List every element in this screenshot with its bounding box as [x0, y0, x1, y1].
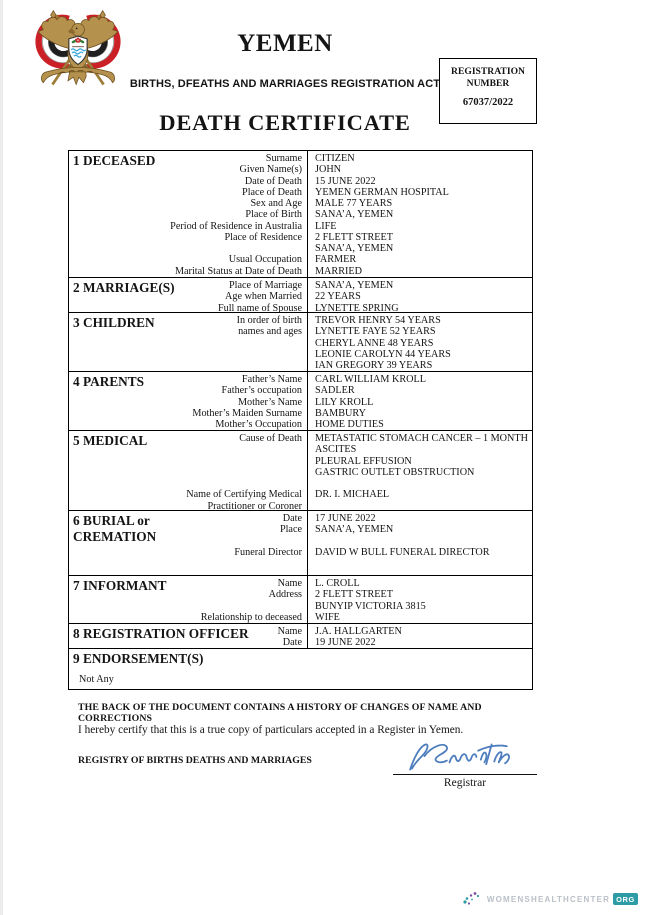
field-value: ASCITES [315, 444, 357, 456]
field-label: Father’s Name [241, 374, 302, 385]
field-value: DAVID W BULL FUNERAL DIRECTOR [315, 546, 490, 558]
field-value: HOME DUTIES [315, 419, 384, 430]
registrar-signature-icon [403, 740, 531, 774]
registration-number-value: 67037/2022 [462, 97, 514, 108]
field-value [315, 536, 532, 547]
field-label: Mother’s Maiden Surname [192, 407, 302, 419]
page-edge [0, 0, 3, 915]
act-title: BIRTHS, DFEATHS AND MARRIAGES REGISTRATION ACT [129, 78, 441, 90]
field-label: Given Name(s) [239, 164, 302, 176]
field-value: DR. I. MICHAEL [315, 489, 390, 501]
field-value: LYNETTE SPRING [315, 302, 399, 313]
section-8 [69, 624, 532, 649]
registration-number-box [439, 58, 537, 124]
field-value: SANA’A, YEMEN [315, 243, 394, 254]
section-2 [69, 278, 532, 313]
registry-title: REGISTRY OF BIRTHS DEATHS AND MARRIAGES [78, 755, 312, 766]
section-title: 2 MARRIAGE(S) [73, 280, 175, 295]
field-label: Funeral Director [234, 546, 302, 558]
section-note: Not Any [79, 673, 114, 685]
field-labels [73, 153, 302, 277]
field-value [315, 478, 532, 489]
section-6 [69, 511, 532, 576]
field-label [73, 467, 302, 478]
field-value: BUNYIP VICTORIA 3815 [315, 600, 426, 612]
field-value: 17 JUNE 2022 [315, 513, 376, 524]
watermark-tld-badge: ORG [613, 893, 638, 905]
section-value-cell [308, 278, 532, 313]
field-label: names and ages [238, 326, 302, 338]
field-value: BAMBURY [315, 407, 366, 419]
watermark-dots-icon [462, 891, 484, 907]
country-title: YEMEN [237, 30, 333, 57]
field-value: CARL WILLIAM KROLL [315, 374, 426, 385]
field-label: Marital Status at Date of Death [174, 265, 302, 277]
field-value: J.A. HALLGARTEN [315, 626, 402, 637]
field-value: LEONIE CAROLYN 44 YEARS [315, 348, 451, 360]
section-title: 6 BURIAL or CREMATION [73, 513, 157, 544]
watermark-site-name: WOMENSHEALTHCENTER [486, 894, 611, 904]
field-value: GASTRIC OUTLET OBSTRUCTION [315, 466, 475, 478]
certification-statement: I hereby certify that this is a true copy of particulars accepted in a Register in Yemen. [78, 724, 464, 736]
field-value: MARRIED [315, 265, 362, 277]
field-label: Place of Death [242, 186, 302, 198]
field-label: Surname [265, 153, 302, 164]
field-value [315, 501, 532, 512]
field-label [73, 243, 302, 254]
section-value-cell [308, 576, 532, 624]
section-label-cell [69, 278, 308, 313]
section-4 [69, 372, 532, 431]
registration-number-label: REGISTRATION NUMBER [451, 66, 525, 89]
field-value: JOHN [315, 164, 342, 176]
field-label: Name of Certifying Medical [186, 489, 302, 501]
field-label [73, 360, 302, 371]
field-label: Date of Death [244, 175, 302, 187]
section-value-cell [308, 151, 532, 278]
field-value: CITIZEN [315, 153, 355, 164]
section-value-cell [308, 372, 532, 431]
section-3 [69, 313, 532, 372]
section-label-cell [69, 511, 308, 575]
section-title: 1 DECEASED [73, 153, 156, 168]
field-value: TREVOR HENRY 54 YEARS [315, 315, 441, 326]
section-title: 5 MEDICAL [73, 433, 148, 448]
section-title: 7 INFORMANT [73, 578, 167, 593]
section-7 [69, 576, 532, 624]
signature-line [393, 774, 537, 775]
field-label: Mother’s Occupation [215, 419, 302, 430]
field-value: SANA’A, YEMEN [315, 524, 394, 536]
section-label-cell [69, 151, 308, 278]
field-value: SANA’A, YEMEN [315, 209, 394, 221]
section-5 [69, 431, 532, 511]
field-value: SANA’A, YEMEN [315, 280, 394, 291]
field-value: SADLER [315, 385, 355, 397]
field-value: LYNETTE FAYE 52 YEARS [315, 326, 436, 338]
section-title: 3 CHILDREN [73, 315, 155, 330]
watermark [462, 891, 638, 907]
field-value: L. CROLL [315, 578, 360, 589]
section-value-cell [308, 431, 532, 511]
field-label: Mother’s Name [237, 396, 302, 408]
field-label [73, 601, 302, 612]
field-label: Place of Birth [245, 209, 302, 221]
section-title: 4 PARENTS [73, 374, 145, 389]
field-label [73, 478, 302, 489]
field-value: METASTATIC STOMACH CANCER – 1 MONTH [315, 433, 528, 444]
certificate-table [68, 150, 533, 690]
section-9 [69, 649, 532, 689]
field-label: Cause of Death [239, 433, 302, 444]
section-title: 9 ENDORSEMENT(S) [73, 651, 204, 666]
field-label: Father’s occupation [221, 385, 302, 397]
section-label-cell [69, 431, 308, 511]
field-value: 19 JUNE 2022 [315, 637, 376, 649]
section-title: 8 REGISTRATION OFFICER [73, 626, 249, 641]
field-value: CHERYL ANNE 48 YEARS [315, 337, 434, 349]
field-label: Address [268, 589, 302, 601]
section-1 [69, 151, 532, 278]
field-label: Full name of Spouse [217, 302, 302, 313]
field-label: Date [282, 637, 302, 649]
field-label [73, 456, 302, 467]
field-value: 2 FLETT STREET [315, 231, 393, 243]
field-label: In order of birth [236, 315, 302, 326]
section-value-cell [308, 511, 532, 575]
field-label: Relationship to deceased [200, 611, 302, 623]
signature-caption: Registrar [443, 777, 487, 789]
field-label: Place of Marriage [229, 280, 302, 291]
field-value: PLEURAL EFFUSION [315, 455, 412, 467]
field-label: Usual Occupation [228, 254, 302, 266]
back-of-document-notice: THE BACK OF THE DOCUMENT CONTAINS A HISTORY OF CHANGES OF NAME AND CORRECTIONS [78, 702, 482, 724]
field-value: WIFE [315, 611, 340, 623]
section-label-cell [69, 576, 308, 624]
field-value: FARMER [315, 254, 357, 266]
field-label: Period of Residence in Australia [170, 220, 302, 232]
section-label-cell [69, 372, 308, 431]
field-value: MALE 77 YEARS [315, 198, 393, 209]
field-value: LIFE [315, 220, 337, 232]
field-label: Date [282, 513, 302, 524]
field-label: Practitioner or Coroner [207, 500, 302, 511]
section-value-cell [308, 624, 532, 649]
field-label [73, 349, 302, 360]
field-label: Sex and Age [250, 198, 302, 209]
field-value: 2 FLETT STREET [315, 589, 393, 601]
field-label: Name [277, 626, 302, 637]
field-value: LILY KROLL [315, 396, 374, 408]
field-label: Place [279, 524, 302, 536]
field-label: Age when Married [225, 291, 302, 303]
field-value: YEMEN GERMAN HOSPITAL [315, 186, 449, 198]
document-title: DEATH CERTIFICATE [159, 110, 411, 135]
field-value: 15 JUNE 2022 [315, 175, 376, 187]
section-value-cell [308, 313, 532, 372]
field-value: 22 YEARS [315, 291, 361, 303]
field-label [73, 338, 302, 349]
field-label: Place of Residence [224, 231, 302, 243]
section-label-cell [69, 624, 308, 649]
field-value: IAN GREGORY 39 YEARS [315, 360, 433, 371]
field-label: Name [277, 578, 302, 589]
section-label-cell [69, 313, 308, 372]
